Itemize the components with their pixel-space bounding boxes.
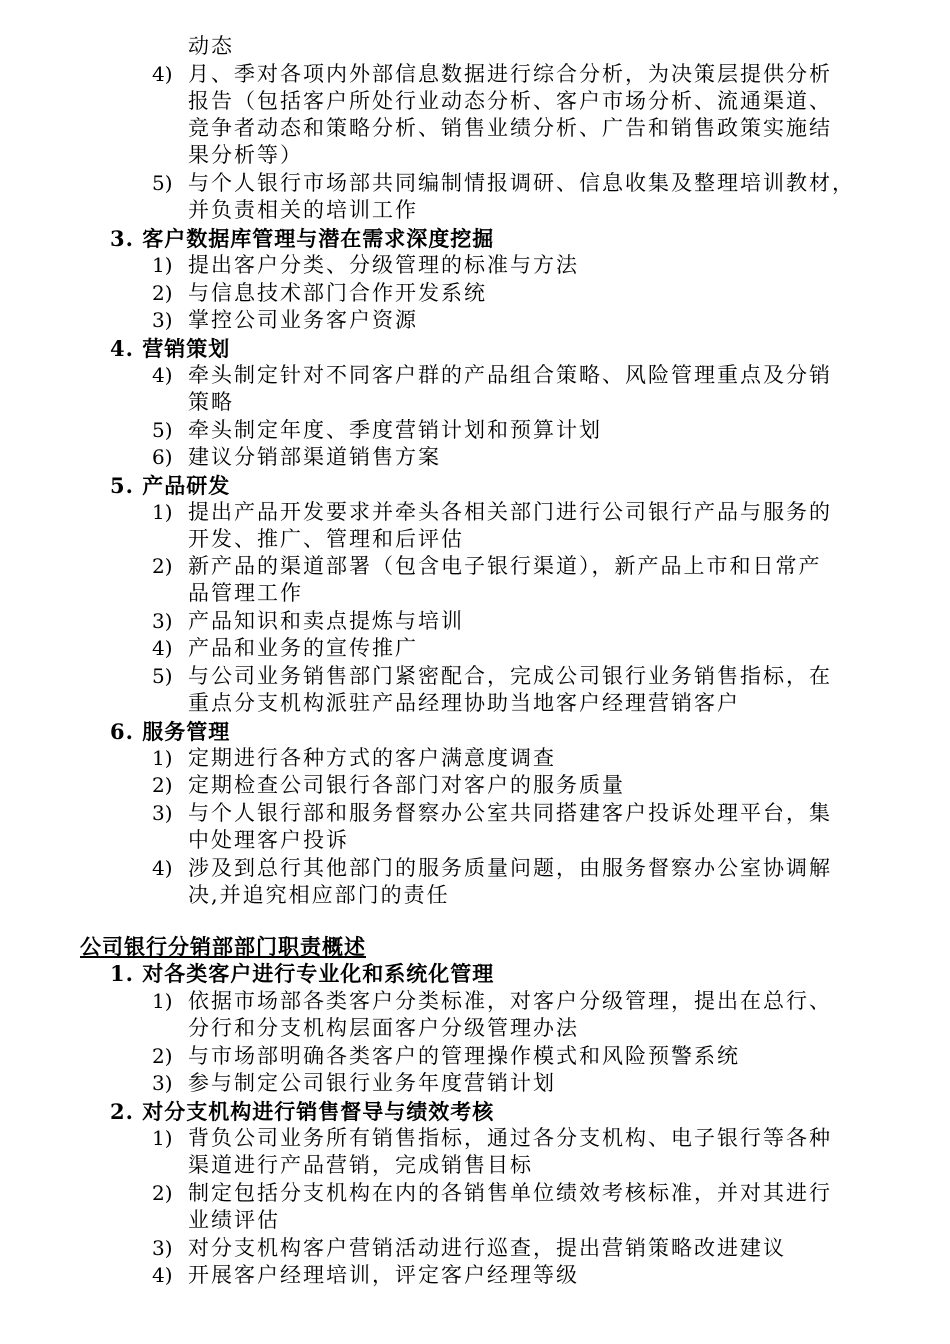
list-item-number: 4): [152, 856, 173, 880]
list-item-number: 1): [152, 1126, 173, 1150]
list-item-line: 分行和分支机构层面客户分级管理办法: [188, 1016, 579, 1040]
section-heading: 6. 服务管理: [110, 719, 231, 744]
list-item-line: 建议分销部渠道销售方案: [188, 445, 441, 469]
list-item-line: 产品和业务的宣传推广: [188, 636, 418, 660]
list-item-number: 3): [152, 609, 173, 633]
list-item-line: 中处理客户投诉: [188, 828, 349, 852]
list-item-number: 5): [152, 418, 173, 442]
list-item-line: 月、季对各项内外部信息数据进行综合分析，为决策层提供分析: [188, 62, 832, 86]
list-item-line: 产品知识和卖点提炼与培训: [188, 609, 464, 633]
list-item-line: 业绩评估: [188, 1208, 280, 1232]
list-item-line: 新产品的渠道部署（包含电子银行渠道），新产品上市和日常产: [188, 554, 822, 578]
list-item-line: 涉及到总行其他部门的服务质量问题，由服务督察办公室协调解: [188, 856, 832, 880]
list-item-number: 1): [152, 500, 173, 524]
list-item-line: 制定包括分支机构在内的各销售单位绩效考核标准，并对其进行: [188, 1181, 832, 1205]
list-item-line: 开展客户经理培训，评定客户经理等级: [188, 1263, 579, 1287]
list-item-line: 参与制定公司银行业务年度营销计划: [188, 1071, 556, 1095]
list-item-number: 2): [152, 1181, 173, 1205]
list-item-line: 与公司业务销售部门紧密配合，完成公司银行业务销售指标，在: [188, 664, 832, 688]
list-item-number: 4): [152, 62, 173, 86]
list-item-number: 2): [152, 554, 173, 578]
list-item-line: 牵头制定年度、季度营销计划和预算计划: [188, 418, 602, 442]
list-item-number: 3): [152, 801, 173, 825]
list-item-number: 3): [152, 308, 173, 332]
list-item-number: 1): [152, 989, 173, 1013]
list-item-number: 2): [152, 281, 173, 305]
list-item-number: 4): [152, 636, 173, 660]
list-item-line: 牵头制定针对不同客户群的产品组合策略、风险管理重点及分销: [188, 363, 832, 387]
list-item-number: 4): [152, 1263, 173, 1287]
section-heading: 4. 营销策划: [110, 336, 231, 361]
list-item-line: 开发、推广、管理和后评估: [188, 527, 464, 551]
list-item-line: 背负公司业务所有销售指标，通过各分支机构、电子银行等各种: [188, 1126, 832, 1150]
list-item-line: 提出产品开发要求并牵头各相关部门进行公司银行产品与服务的: [188, 500, 832, 524]
list-item-line: 与个人银行市场部共同编制情报调研、信息收集及整理培训教材，: [188, 171, 855, 195]
list-item-number: 4): [152, 363, 173, 387]
list-item-number: 3): [152, 1071, 173, 1095]
section-title: 公司银行分销部部门职责概述: [80, 934, 366, 959]
list-item-number: 3): [152, 1236, 173, 1260]
list-item-number: 1): [152, 253, 173, 277]
list-item-line: 竞争者动态和策略分析、销售业绩分析、广告和销售政策实施结: [188, 116, 832, 140]
list-item-line: 对分支机构客户营销活动进行巡查，提出营销策略改进建议: [188, 1236, 786, 1260]
section-heading: 1. 对各类客户进行专业化和系统化管理: [110, 961, 495, 986]
list-item-number: 5): [152, 664, 173, 688]
list-item-number: 2): [152, 1044, 173, 1068]
list-item-line: 与个人银行部和服务督察办公室共同搭建客户投诉处理平台，集: [188, 801, 832, 825]
list-item-line: 策略: [188, 390, 234, 414]
section-heading: 5. 产品研发: [110, 473, 231, 498]
list-item-line: 提出客户分类、分级管理的标准与方法: [188, 253, 579, 277]
section-heading: 2. 对分支机构进行销售督导与绩效考核: [110, 1099, 495, 1124]
list-item-number: 2): [152, 773, 173, 797]
list-item-line: 并负责相关的培训工作: [188, 198, 418, 222]
list-item-line: 掌控公司业务客户资源: [188, 308, 418, 332]
list-item-line: 果分析等）: [188, 143, 303, 167]
list-item-line: 决,并追究相应部门的责任: [188, 883, 450, 907]
list-item-line: 与市场部明确各类客户的管理操作模式和风险预警系统: [188, 1044, 740, 1068]
list-item-line: 品管理工作: [188, 581, 303, 605]
list-item-number: 5): [152, 171, 173, 195]
list-item-line: 报告（包括客户所处行业动态分析、客户市场分析、流通渠道、: [188, 89, 832, 113]
list-item-line: 定期检查公司银行各部门对客户的服务质量: [188, 773, 625, 797]
list-item-line: 动态: [188, 34, 234, 58]
list-item-number: 1): [152, 746, 173, 770]
list-item-line: 依据市场部各类客户分类标准，对客户分级管理，提出在总行、: [188, 989, 832, 1013]
section-heading: 3. 客户数据库管理与潜在需求深度挖掘: [110, 226, 495, 251]
list-item-number: 6): [152, 445, 173, 469]
list-item-line: 渠道进行产品营销，完成销售目标: [188, 1153, 533, 1177]
list-item-line: 重点分支机构派驻产品经理协助当地客户经理营销客户: [188, 691, 740, 715]
list-item-line: 与信息技术部门合作开发系统: [188, 281, 487, 305]
list-item-line: 定期进行各种方式的客户满意度调查: [188, 746, 556, 770]
